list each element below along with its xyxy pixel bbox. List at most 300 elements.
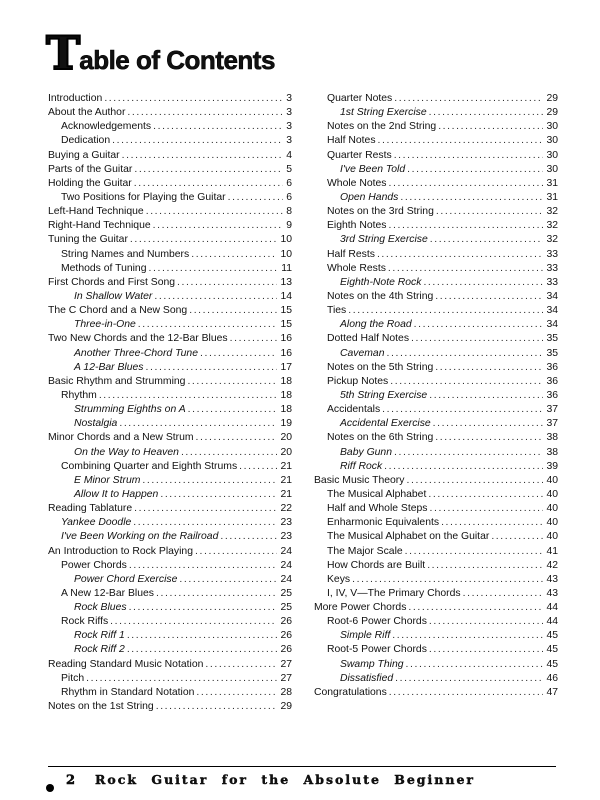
toc-entry-page: 27	[280, 658, 292, 670]
toc-entry	[314, 361, 558, 375]
toc-entry-page: 31	[546, 191, 558, 203]
dot-leader	[129, 601, 278, 615]
dot-leader	[200, 347, 277, 361]
dot-leader	[129, 559, 278, 573]
dot-leader	[160, 488, 277, 502]
toc-entry-title: Rock Blues	[74, 602, 127, 614]
toc-entry	[314, 403, 558, 417]
toc-entry-title: I, IV, V—The Primary Chords	[327, 587, 461, 599]
dot-leader	[133, 516, 277, 530]
toc-entry	[314, 219, 558, 233]
toc-entry-title: I've Been Working on the Railroad	[61, 531, 219, 543]
toc-entry	[48, 177, 292, 191]
dot-leader	[188, 403, 278, 417]
toc-entry	[48, 318, 292, 332]
toc-entry-title: 3rd String Exercise	[340, 234, 428, 246]
dot-leader	[414, 318, 544, 332]
toc-entry	[314, 502, 558, 516]
toc-entry-page: 21	[280, 488, 292, 500]
toc-entry	[48, 262, 292, 276]
toc-entry	[48, 460, 292, 474]
toc-entry-title: The Musical Alphabet on the Guitar	[327, 531, 490, 543]
toc-entry	[48, 149, 292, 163]
toc-entry-title: Reading Tablature	[48, 503, 133, 515]
toc-entry-title: Root-5 Power Chords	[327, 644, 427, 656]
toc-entry-page: 24	[280, 559, 292, 571]
toc-entry	[314, 629, 558, 643]
toc-entry-title: A 12-Bar Blues	[74, 361, 144, 373]
toc-entry-page: 16	[280, 333, 292, 345]
toc-entry-page: 24	[280, 573, 292, 585]
toc-entry-title: 5th String Exercise	[340, 389, 428, 401]
toc-entry-page: 38	[546, 432, 558, 444]
toc-entry	[314, 530, 558, 544]
toc-entry	[314, 573, 558, 587]
toc-entry-title: Right-Hand Technique	[48, 220, 151, 232]
toc-entry-page: 8	[286, 206, 292, 218]
toc-entry-page: 25	[280, 602, 292, 614]
toc-entry	[48, 672, 292, 686]
toc-entry	[314, 149, 558, 163]
dot-leader	[154, 290, 277, 304]
toc-entry-title: The Major Scale	[327, 545, 403, 557]
toc-entry-title: Rhythm	[61, 389, 97, 401]
toc-entry	[314, 446, 558, 460]
toc-entry	[314, 347, 558, 361]
dot-leader	[430, 502, 544, 516]
footer-divider	[48, 766, 556, 767]
dot-leader	[389, 219, 544, 233]
dot-leader	[377, 248, 544, 262]
toc-entry-page: 29	[546, 93, 558, 104]
toc-entry-title: Left-Hand Technique	[48, 206, 144, 218]
dot-leader	[429, 615, 544, 629]
dot-leader	[463, 587, 544, 601]
dot-leader	[394, 149, 544, 163]
toc-entry-page: 30	[546, 149, 558, 161]
toc-entry-title: Rock Riff 1	[74, 630, 125, 642]
dot-leader	[388, 262, 544, 276]
dot-leader	[110, 615, 277, 629]
toc-entry-title: Whole Notes	[327, 177, 387, 189]
dot-leader	[156, 587, 277, 601]
toc-entry-page: 3	[286, 135, 292, 147]
toc-entry	[314, 134, 558, 148]
dot-leader	[433, 417, 544, 431]
table-of-contents	[48, 92, 558, 714]
dot-leader	[394, 92, 543, 106]
toc-entry	[48, 304, 292, 318]
toc-entry	[48, 474, 292, 488]
toc-entry-page: 29	[546, 107, 558, 119]
dot-leader	[99, 389, 278, 403]
toc-entry-title: Accidental Exercise	[340, 418, 431, 430]
toc-entry-page: 40	[546, 474, 558, 486]
toc-entry	[314, 658, 558, 672]
toc-entry-title: Notes on the 6th String	[327, 432, 434, 444]
toc-entry-title: Rhythm in Standard Notation	[61, 686, 195, 698]
toc-entry-page: 45	[546, 644, 558, 656]
toc-entry-page: 35	[546, 347, 558, 359]
toc-entry	[48, 120, 292, 134]
toc-entry-page: 18	[280, 389, 292, 401]
toc-entry-page: 15	[280, 319, 292, 331]
toc-entry-title: Rock Riffs	[61, 616, 109, 628]
toc-entry-title: E Minor Strum	[74, 474, 141, 486]
dot-leader	[429, 643, 544, 657]
toc-entry-page: 32	[546, 234, 558, 246]
toc-entry-title: Eighth-Note Rock	[340, 276, 422, 288]
toc-entry-title: Notes on the 3rd String	[327, 206, 434, 218]
toc-entry-page: 4	[286, 149, 292, 161]
dot-leader	[230, 332, 278, 346]
toc-entry	[48, 389, 292, 403]
toc-entry-page: 40	[546, 488, 558, 500]
dot-leader	[408, 601, 543, 615]
toc-entry-title: Tuning the Guitar	[48, 234, 128, 246]
dot-leader	[196, 431, 278, 445]
toc-entry-page: 39	[546, 460, 558, 472]
toc-entry-title: Caveman	[340, 347, 385, 359]
dot-leader	[430, 233, 544, 247]
dot-leader	[384, 460, 543, 474]
toc-entry-title: An Introduction to Rock Playing	[48, 545, 193, 557]
toc-entry	[48, 191, 292, 205]
toc-column-right	[314, 92, 558, 714]
toc-entry-title: Parts of the Guitar	[48, 163, 133, 175]
toc-entry	[48, 290, 292, 304]
dot-leader	[400, 191, 543, 205]
toc-entry-title: A New 12-Bar Blues	[61, 587, 154, 599]
toc-entry-page: 33	[546, 276, 558, 288]
toc-entry	[314, 389, 558, 403]
toc-entry-page: 43	[546, 573, 558, 585]
title-text: able of Contents	[79, 45, 275, 75]
toc-entry-page: 18	[280, 375, 292, 387]
toc-entry-page: 11	[281, 262, 292, 274]
toc-entry-page: 26	[280, 630, 292, 642]
dot-leader	[395, 672, 543, 686]
toc-entry	[314, 417, 558, 431]
dot-leader	[220, 530, 277, 544]
toc-entry-title: Power Chord Exercise	[74, 573, 178, 585]
toc-entry	[314, 686, 558, 700]
toc-entry-page: 30	[546, 163, 558, 175]
toc-entry	[48, 601, 292, 615]
toc-entry-title: Along the Road	[340, 319, 412, 331]
toc-entry	[48, 361, 292, 375]
dot-leader	[388, 177, 543, 191]
dot-leader	[130, 233, 278, 247]
toc-entry-title: Rock Riff 2	[74, 644, 125, 656]
toc-entry-page: 21	[280, 460, 292, 472]
dot-leader	[389, 686, 544, 700]
toc-entry	[48, 700, 292, 714]
toc-entry-title: Notes on the 4th String	[327, 290, 434, 302]
dot-leader	[195, 545, 277, 559]
toc-entry-page: 32	[546, 206, 558, 218]
dot-leader	[427, 559, 543, 573]
toc-entry	[314, 92, 558, 106]
toc-entry-page: 26	[280, 644, 292, 656]
toc-entry-page: 3	[286, 93, 292, 104]
toc-entry-page: 34	[546, 290, 558, 302]
dot-leader	[127, 629, 278, 643]
toc-entry	[48, 332, 292, 346]
toc-entry-title: Another Three-Chord Tune	[74, 347, 198, 359]
toc-entry-page: 34	[546, 319, 558, 331]
toc-entry-title: String Names and Numbers	[61, 248, 190, 260]
toc-entry-page: 3	[286, 107, 292, 119]
toc-entry	[314, 488, 558, 502]
toc-entry-title: Pitch	[61, 672, 85, 684]
dot-leader	[134, 177, 283, 191]
dot-leader	[406, 658, 544, 672]
toc-entry-title: How Chords are Built	[327, 559, 426, 571]
title-drop-cap: T	[46, 26, 79, 80]
toc-entry	[314, 177, 558, 191]
toc-entry	[314, 474, 558, 488]
toc-entry-title: Minor Chords and a New Strum	[48, 432, 194, 444]
toc-entry	[48, 431, 292, 445]
toc-entry-title: Basic Rhythm and Strumming	[48, 375, 186, 387]
toc-entry-page: 46	[546, 672, 558, 684]
toc-entry-title: Congratulations	[314, 686, 387, 698]
toc-entry	[48, 417, 292, 431]
toc-entry	[48, 530, 292, 544]
toc-entry	[48, 643, 292, 657]
toc-entry-page: 30	[546, 121, 558, 133]
dot-leader	[239, 460, 277, 474]
toc-entry-title: Root-6 Power Chords	[327, 616, 427, 628]
toc-entry-title: Open Hands	[340, 191, 399, 203]
toc-entry-title: Quarter Rests	[327, 149, 392, 161]
toc-entry-title: Half Rests	[327, 248, 375, 260]
toc-entry	[314, 615, 558, 629]
dot-leader	[86, 672, 277, 686]
toc-entry-page: 34	[546, 305, 558, 317]
toc-entry-page: 3	[286, 121, 292, 133]
toc-entry-page: 16	[280, 347, 292, 359]
toc-entry-page: 42	[546, 559, 558, 571]
toc-entry	[314, 559, 558, 573]
toc-entry-page: 19	[280, 418, 292, 430]
toc-entry-page: 30	[546, 135, 558, 147]
dot-leader	[153, 120, 283, 134]
dot-leader	[435, 431, 543, 445]
dot-leader	[187, 375, 277, 389]
toc-entry-title: Enharmonic Equivalents	[327, 517, 440, 529]
toc-entry-page: 37	[546, 418, 558, 430]
toc-entry-title: Strumming Eighths on A	[74, 404, 186, 416]
toc-entry-page: 23	[280, 531, 292, 543]
toc-entry	[314, 643, 558, 657]
toc-entry-page: 21	[280, 474, 292, 486]
toc-column-left	[48, 92, 292, 714]
dot-leader	[348, 304, 543, 318]
toc-entry	[314, 545, 558, 559]
toc-entry-page: 32	[546, 220, 558, 232]
dot-leader	[134, 502, 277, 516]
toc-entry	[314, 375, 558, 389]
toc-entry-title: Pickup Notes	[327, 375, 389, 387]
dot-leader	[352, 573, 543, 587]
dot-leader	[191, 248, 277, 262]
dot-leader	[491, 530, 543, 544]
toc-entry	[314, 516, 558, 530]
dot-leader	[378, 134, 544, 148]
toc-entry-page: 36	[546, 361, 558, 373]
toc-entry	[314, 601, 558, 615]
toc-entry-page: 13	[280, 276, 292, 288]
dot-leader	[119, 417, 277, 431]
toc-entry-title: On the Way to Heaven	[74, 446, 179, 458]
toc-entry-page: 40	[546, 503, 558, 515]
toc-entry	[314, 290, 558, 304]
toc-entry	[314, 106, 558, 120]
dot-leader	[138, 318, 278, 332]
toc-entry	[48, 233, 292, 247]
dot-leader	[127, 643, 278, 657]
toc-entry	[48, 516, 292, 530]
toc-entry	[314, 262, 558, 276]
toc-entry-page: 5	[286, 163, 292, 175]
toc-entry-title: Riff Rock	[340, 460, 383, 472]
dot-leader	[435, 361, 543, 375]
toc-entry-title: Keys	[327, 573, 351, 585]
toc-entry-page: 43	[546, 587, 558, 599]
dot-leader	[156, 700, 278, 714]
dot-leader	[390, 375, 543, 389]
dot-leader	[438, 120, 543, 134]
page-footer	[66, 772, 475, 788]
toc-entry	[314, 332, 558, 346]
toc-entry-page: 24	[280, 545, 292, 557]
toc-entry	[314, 672, 558, 686]
toc-entry-title: Eighth Notes	[327, 220, 387, 232]
toc-entry	[48, 615, 292, 629]
toc-entry-page: 36	[546, 389, 558, 401]
dot-leader	[411, 332, 543, 346]
toc-entry-page: 33	[546, 262, 558, 274]
toc-entry-title: Introduction	[48, 93, 103, 104]
toc-entry	[48, 248, 292, 262]
toc-entry-title: Baby Gunn	[340, 446, 392, 458]
toc-entry-title: Power Chords	[61, 559, 127, 571]
toc-entry-page: 28	[280, 686, 292, 698]
toc-entry-page: 41	[546, 545, 558, 557]
toc-entry	[48, 163, 292, 177]
toc-entry-title: Three-in-One	[74, 319, 136, 331]
toc-entry-page: 6	[286, 177, 292, 189]
toc-entry	[48, 219, 292, 233]
toc-entry-title: First Chords and First Song	[48, 276, 176, 288]
toc-entry	[48, 629, 292, 643]
toc-entry-title: Notes on the 2nd String	[327, 121, 437, 133]
toc-entry	[314, 233, 558, 247]
dot-leader	[382, 403, 543, 417]
toc-entry	[48, 134, 292, 148]
toc-entry-title: Buying a Guitar	[48, 149, 120, 161]
dot-leader	[429, 389, 543, 403]
toc-entry	[48, 446, 292, 460]
dot-leader	[441, 516, 543, 530]
toc-entry-title: 1st String Exercise	[340, 107, 427, 119]
toc-entry	[48, 92, 292, 106]
toc-entry-page: 45	[546, 658, 558, 670]
toc-entry-page: 18	[280, 404, 292, 416]
toc-entry	[314, 120, 558, 134]
toc-entry-page: 6	[286, 191, 292, 203]
toc-entry-title: Acknowledgements	[61, 121, 152, 133]
toc-entry-title: Yankee Doodle	[61, 517, 132, 529]
toc-entry-title: Two Positions for Playing the Guitar	[61, 191, 226, 203]
toc-entry-page: 36	[546, 375, 558, 387]
toc-entry-title: I've Been Told	[340, 163, 406, 175]
toc-entry-page: 31	[546, 177, 558, 189]
dot-leader	[394, 446, 543, 460]
toc-entry-title: Notes on the 5th String	[327, 361, 434, 373]
toc-entry-title: More Power Chords	[314, 602, 407, 614]
toc-entry	[314, 163, 558, 177]
toc-entry-title: Combining Quarter and Eighth Strums	[61, 460, 238, 472]
dot-leader	[122, 149, 284, 163]
toc-entry-title: About the Author	[48, 107, 126, 119]
dot-leader	[386, 347, 543, 361]
dot-leader	[177, 276, 277, 290]
toc-entry-page: 38	[546, 446, 558, 458]
toc-entry-page: 29	[280, 701, 292, 713]
toc-entry-page: 20	[280, 446, 292, 458]
toc-entry-page: 44	[546, 602, 558, 614]
toc-entry-page: 14	[280, 290, 292, 302]
toc-entry-page: 40	[546, 517, 558, 529]
toc-entry	[48, 686, 292, 700]
toc-entry	[48, 502, 292, 516]
dot-leader	[406, 474, 543, 488]
toc-entry-title: Accidentals	[327, 404, 381, 416]
toc-entry-title: Dissatisfied	[340, 672, 394, 684]
toc-entry	[48, 658, 292, 672]
toc-entry-title: Methods of Tuning	[61, 262, 147, 274]
dot-leader	[149, 262, 279, 276]
toc-entry-title: Swamp Thing	[340, 658, 404, 670]
dot-leader	[228, 191, 284, 205]
toc-entry-title: Two New Chords and the 12-Bar Blues	[48, 333, 228, 345]
toc-entry	[314, 318, 558, 332]
dot-leader	[181, 446, 278, 460]
toc-entry-title: Basic Music Theory	[314, 474, 405, 486]
dot-leader	[205, 658, 277, 672]
dot-leader	[436, 205, 544, 219]
toc-entry	[314, 460, 558, 474]
toc-entry	[314, 587, 558, 601]
toc-entry	[48, 573, 292, 587]
toc-entry	[48, 488, 292, 502]
toc-entry	[48, 205, 292, 219]
toc-entry-page: 9	[286, 220, 292, 232]
dot-leader	[142, 474, 277, 488]
dot-leader	[134, 163, 283, 177]
toc-entry	[314, 304, 558, 318]
dot-leader	[112, 134, 283, 148]
footer-book-title: Rock Guitar for the Absolute Beginner	[95, 772, 475, 787]
toc-entry	[48, 587, 292, 601]
dot-leader	[429, 106, 544, 120]
toc-entry-title: The C Chord and a New Song	[48, 305, 188, 317]
toc-entry-title: Half and Whole Steps	[327, 503, 428, 515]
toc-entry	[314, 276, 558, 290]
